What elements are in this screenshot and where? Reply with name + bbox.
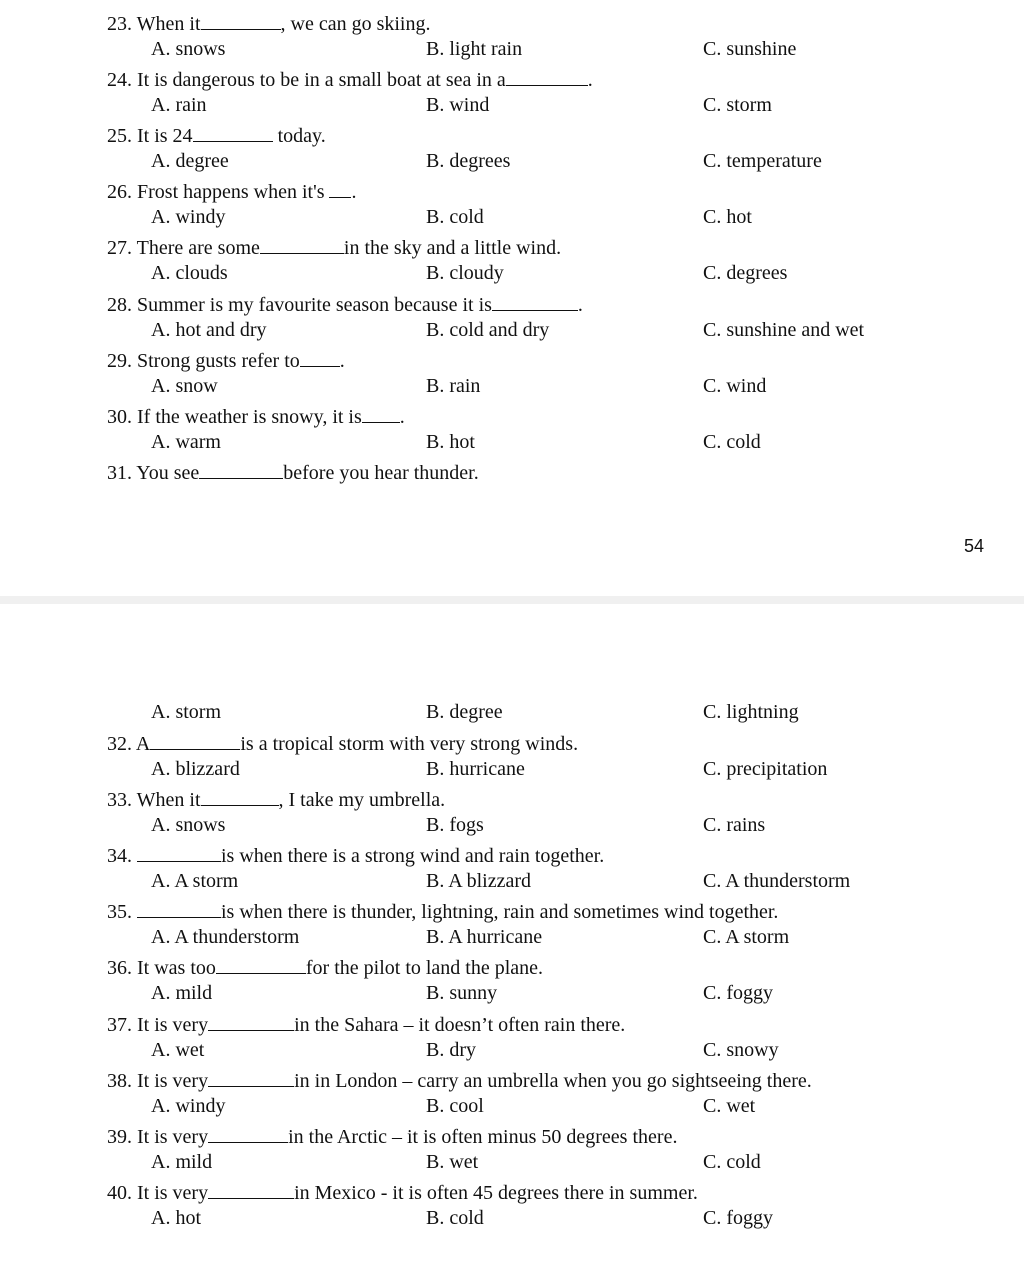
- question-number: 35.: [107, 901, 132, 924]
- answer-blank[interactable]: [208, 1012, 294, 1031]
- option-c[interactable]: C. cold: [703, 1150, 761, 1173]
- option-b[interactable]: B. cold: [426, 206, 484, 229]
- question-number: 40.: [107, 1181, 132, 1204]
- option-b[interactable]: B. cold: [426, 1206, 484, 1229]
- question-text-after: in the sky and a little wind.: [343, 237, 562, 260]
- option-a[interactable]: A. rain: [151, 94, 207, 117]
- question-24: [107, 67, 593, 92]
- answer-blank[interactable]: [150, 731, 240, 750]
- question-text-after: in Mexico - it is often 45 degrees there in summer.: [294, 1181, 698, 1204]
- question-number: 38.: [107, 1069, 132, 1092]
- question-text-before: It is very: [137, 1069, 209, 1092]
- option-a[interactable]: A. mild: [151, 982, 213, 1005]
- question-text-before: It was too: [137, 957, 216, 980]
- question-text-before: It is 24: [137, 125, 193, 148]
- option-a[interactable]: A. clouds: [151, 262, 228, 285]
- question-text-before: There are some: [136, 237, 260, 260]
- option-a[interactable]: A. snow: [151, 374, 218, 397]
- option-c[interactable]: C. foggy: [703, 1206, 773, 1229]
- option-b[interactable]: B. degrees: [426, 150, 511, 173]
- question-35: [107, 899, 778, 924]
- option-b[interactable]: B. rain: [426, 374, 481, 397]
- question-26: [107, 179, 356, 204]
- question-text-after: is a tropical storm with very strong winds.: [240, 733, 579, 755]
- question-29: [107, 348, 345, 373]
- option-b[interactable]: B. sunny: [426, 982, 498, 1005]
- answer-blank[interactable]: [193, 123, 273, 142]
- question-text-after: .: [339, 349, 345, 372]
- option-b[interactable]: B. fogs: [426, 814, 484, 837]
- question-number: 27.: [107, 237, 132, 260]
- question-text-before: When it: [136, 13, 201, 35]
- answer-blank[interactable]: [216, 955, 306, 974]
- question-number: 32.: [107, 733, 132, 755]
- option-a[interactable]: A. hot and dry: [151, 318, 267, 341]
- answer-blank[interactable]: [329, 179, 351, 198]
- question-number: 34.: [107, 845, 132, 868]
- option-a[interactable]: A. windy: [151, 1094, 226, 1117]
- option-a[interactable]: A. warm: [151, 430, 221, 453]
- question-28: [107, 292, 583, 317]
- option-a[interactable]: A. A storm: [151, 870, 239, 893]
- option-c[interactable]: C. foggy: [703, 982, 773, 1005]
- option-c[interactable]: C. lightning: [703, 701, 799, 723]
- answer-blank[interactable]: [208, 1124, 288, 1143]
- option-b[interactable]: B. cloudy: [426, 262, 504, 285]
- option-a[interactable]: A. degree: [151, 150, 229, 173]
- question-text-before: Summer is my favourite season because it is: [137, 293, 492, 316]
- option-c[interactable]: C. sunshine: [703, 38, 797, 60]
- question-text-before: If the weather is snowy, it is: [137, 405, 362, 428]
- question-number: 24.: [107, 69, 132, 92]
- option-c[interactable]: C. A thunderstorm: [703, 870, 851, 893]
- option-c[interactable]: C. snowy: [703, 1038, 779, 1061]
- question-number: 36.: [107, 957, 132, 980]
- answer-blank[interactable]: [201, 11, 281, 30]
- question-27: [107, 235, 561, 260]
- option-b[interactable]: B. cool: [426, 1094, 484, 1117]
- option-b[interactable]: B. A hurricane: [426, 926, 543, 949]
- page-number: 54: [963, 536, 984, 556]
- question-25: [107, 123, 326, 148]
- answer-blank[interactable]: [260, 235, 344, 254]
- answer-blank[interactable]: [362, 404, 400, 423]
- answer-blank[interactable]: [137, 843, 221, 862]
- question-number: 23.: [107, 13, 132, 35]
- question-text-before: It is dangerous to be in a small boat at sea in a: [137, 69, 506, 92]
- question-text-after: in the Sahara – it doesn’t often rain there.: [294, 1013, 626, 1036]
- question-31: [107, 460, 479, 485]
- option-c[interactable]: C. A storm: [703, 926, 790, 949]
- question-text-after: , I take my umbrella.: [278, 789, 446, 812]
- option-c[interactable]: C. degrees: [703, 262, 788, 285]
- question-text-before: A: [135, 733, 151, 755]
- answer-blank[interactable]: [208, 1180, 294, 1199]
- question-text-after: in in London – carry an umbrella when you go sightseeing there.: [294, 1069, 812, 1092]
- option-c[interactable]: C. wet: [703, 1094, 756, 1117]
- option-b[interactable]: B. degree: [426, 701, 503, 723]
- option-a[interactable]: A. storm: [151, 701, 221, 723]
- option-a[interactable]: A. hot: [151, 1206, 201, 1229]
- option-c[interactable]: C. precipitation: [703, 758, 828, 780]
- question-text-before: Frost happens when it's: [137, 181, 330, 204]
- question-number: 39.: [107, 1125, 132, 1148]
- option-c[interactable]: C. wind: [703, 374, 767, 397]
- question-text-after: .: [399, 405, 405, 428]
- question-text-after: .: [351, 181, 357, 204]
- question-text-after: in the Arctic – it is often minus 50 degrees there.: [288, 1125, 678, 1148]
- question-number: 37.: [107, 1013, 132, 1036]
- question-text-after: today.: [272, 125, 326, 148]
- answer-blank[interactable]: [492, 292, 578, 311]
- answer-blank[interactable]: [506, 67, 588, 86]
- question-number: 30.: [107, 405, 132, 428]
- question-number: 28.: [107, 293, 132, 316]
- question-number: 31.: [107, 461, 132, 484]
- option-b[interactable]: B. cold and dry: [426, 318, 550, 341]
- question-text-before: When it: [136, 789, 201, 812]
- option-b[interactable]: B. A blizzard: [426, 870, 531, 893]
- question-39: [107, 1124, 677, 1149]
- option-b[interactable]: B. dry: [426, 1038, 476, 1061]
- option-a[interactable]: A. wet: [151, 1038, 205, 1061]
- option-c[interactable]: C. temperature: [703, 150, 822, 173]
- worksheet-page-54: [0, 0, 1024, 596]
- question-text-after: is when there is thunder, lightning, rain and sometimes wind together.: [221, 901, 779, 924]
- option-a[interactable]: A. snows: [151, 814, 226, 837]
- option-b[interactable]: B. hurricane: [426, 758, 525, 780]
- question-text-after: before you hear thunder.: [283, 461, 479, 484]
- question-text-before: It is very: [137, 1125, 209, 1148]
- question-33: [107, 787, 445, 812]
- question-number: 33.: [107, 789, 132, 812]
- question-text-after: for the pilot to land the plane.: [305, 957, 544, 980]
- question-number: 29.: [107, 349, 132, 372]
- option-c[interactable]: C. cold: [703, 430, 761, 453]
- question-text-after: .: [577, 293, 583, 316]
- option-a[interactable]: A. A thunderstorm: [151, 926, 300, 949]
- option-c[interactable]: C. storm: [703, 94, 772, 117]
- question-36: [107, 955, 543, 980]
- question-34: [107, 843, 604, 868]
- page-separator: [0, 596, 1024, 604]
- question-30: [107, 404, 405, 429]
- option-c[interactable]: C. sunshine and wet: [703, 318, 865, 341]
- question-text-after: is when there is a strong wind and rain together.: [221, 845, 605, 868]
- option-a[interactable]: A. mild: [151, 1150, 213, 1173]
- option-a[interactable]: A. blizzard: [151, 758, 240, 780]
- question-38: [107, 1068, 812, 1093]
- option-c[interactable]: C. hot: [703, 206, 752, 229]
- option-b[interactable]: B. wind: [426, 94, 490, 117]
- answer-blank[interactable]: [199, 460, 283, 479]
- question-text-after: , we can go skiing.: [280, 13, 431, 35]
- answer-blank[interactable]: [201, 787, 279, 806]
- question-text-before: It is very: [137, 1013, 209, 1036]
- question-text-before: It is very: [137, 1181, 209, 1204]
- worksheet-page-55: [0, 604, 1024, 1280]
- option-b[interactable]: B. light rain: [426, 38, 523, 60]
- question-40: [107, 1180, 698, 1205]
- question-number: 25.: [107, 125, 132, 148]
- question-text-before: Strong gusts refer to: [137, 349, 300, 372]
- question-number: 26.: [107, 181, 132, 204]
- answer-blank[interactable]: [137, 899, 221, 918]
- option-b[interactable]: B. hot: [426, 430, 475, 453]
- answer-blank[interactable]: [300, 348, 340, 367]
- answer-blank[interactable]: [208, 1068, 294, 1087]
- question-32: [107, 731, 578, 756]
- question-text-before: You see: [136, 461, 200, 484]
- option-b[interactable]: B. wet: [426, 1150, 479, 1173]
- option-a[interactable]: A. snows: [151, 38, 226, 60]
- option-a[interactable]: A. windy: [151, 206, 226, 229]
- question-23: [107, 11, 431, 36]
- question-37: [107, 1012, 625, 1037]
- option-c[interactable]: C. rains: [703, 814, 766, 837]
- question-text-after: .: [587, 69, 593, 92]
